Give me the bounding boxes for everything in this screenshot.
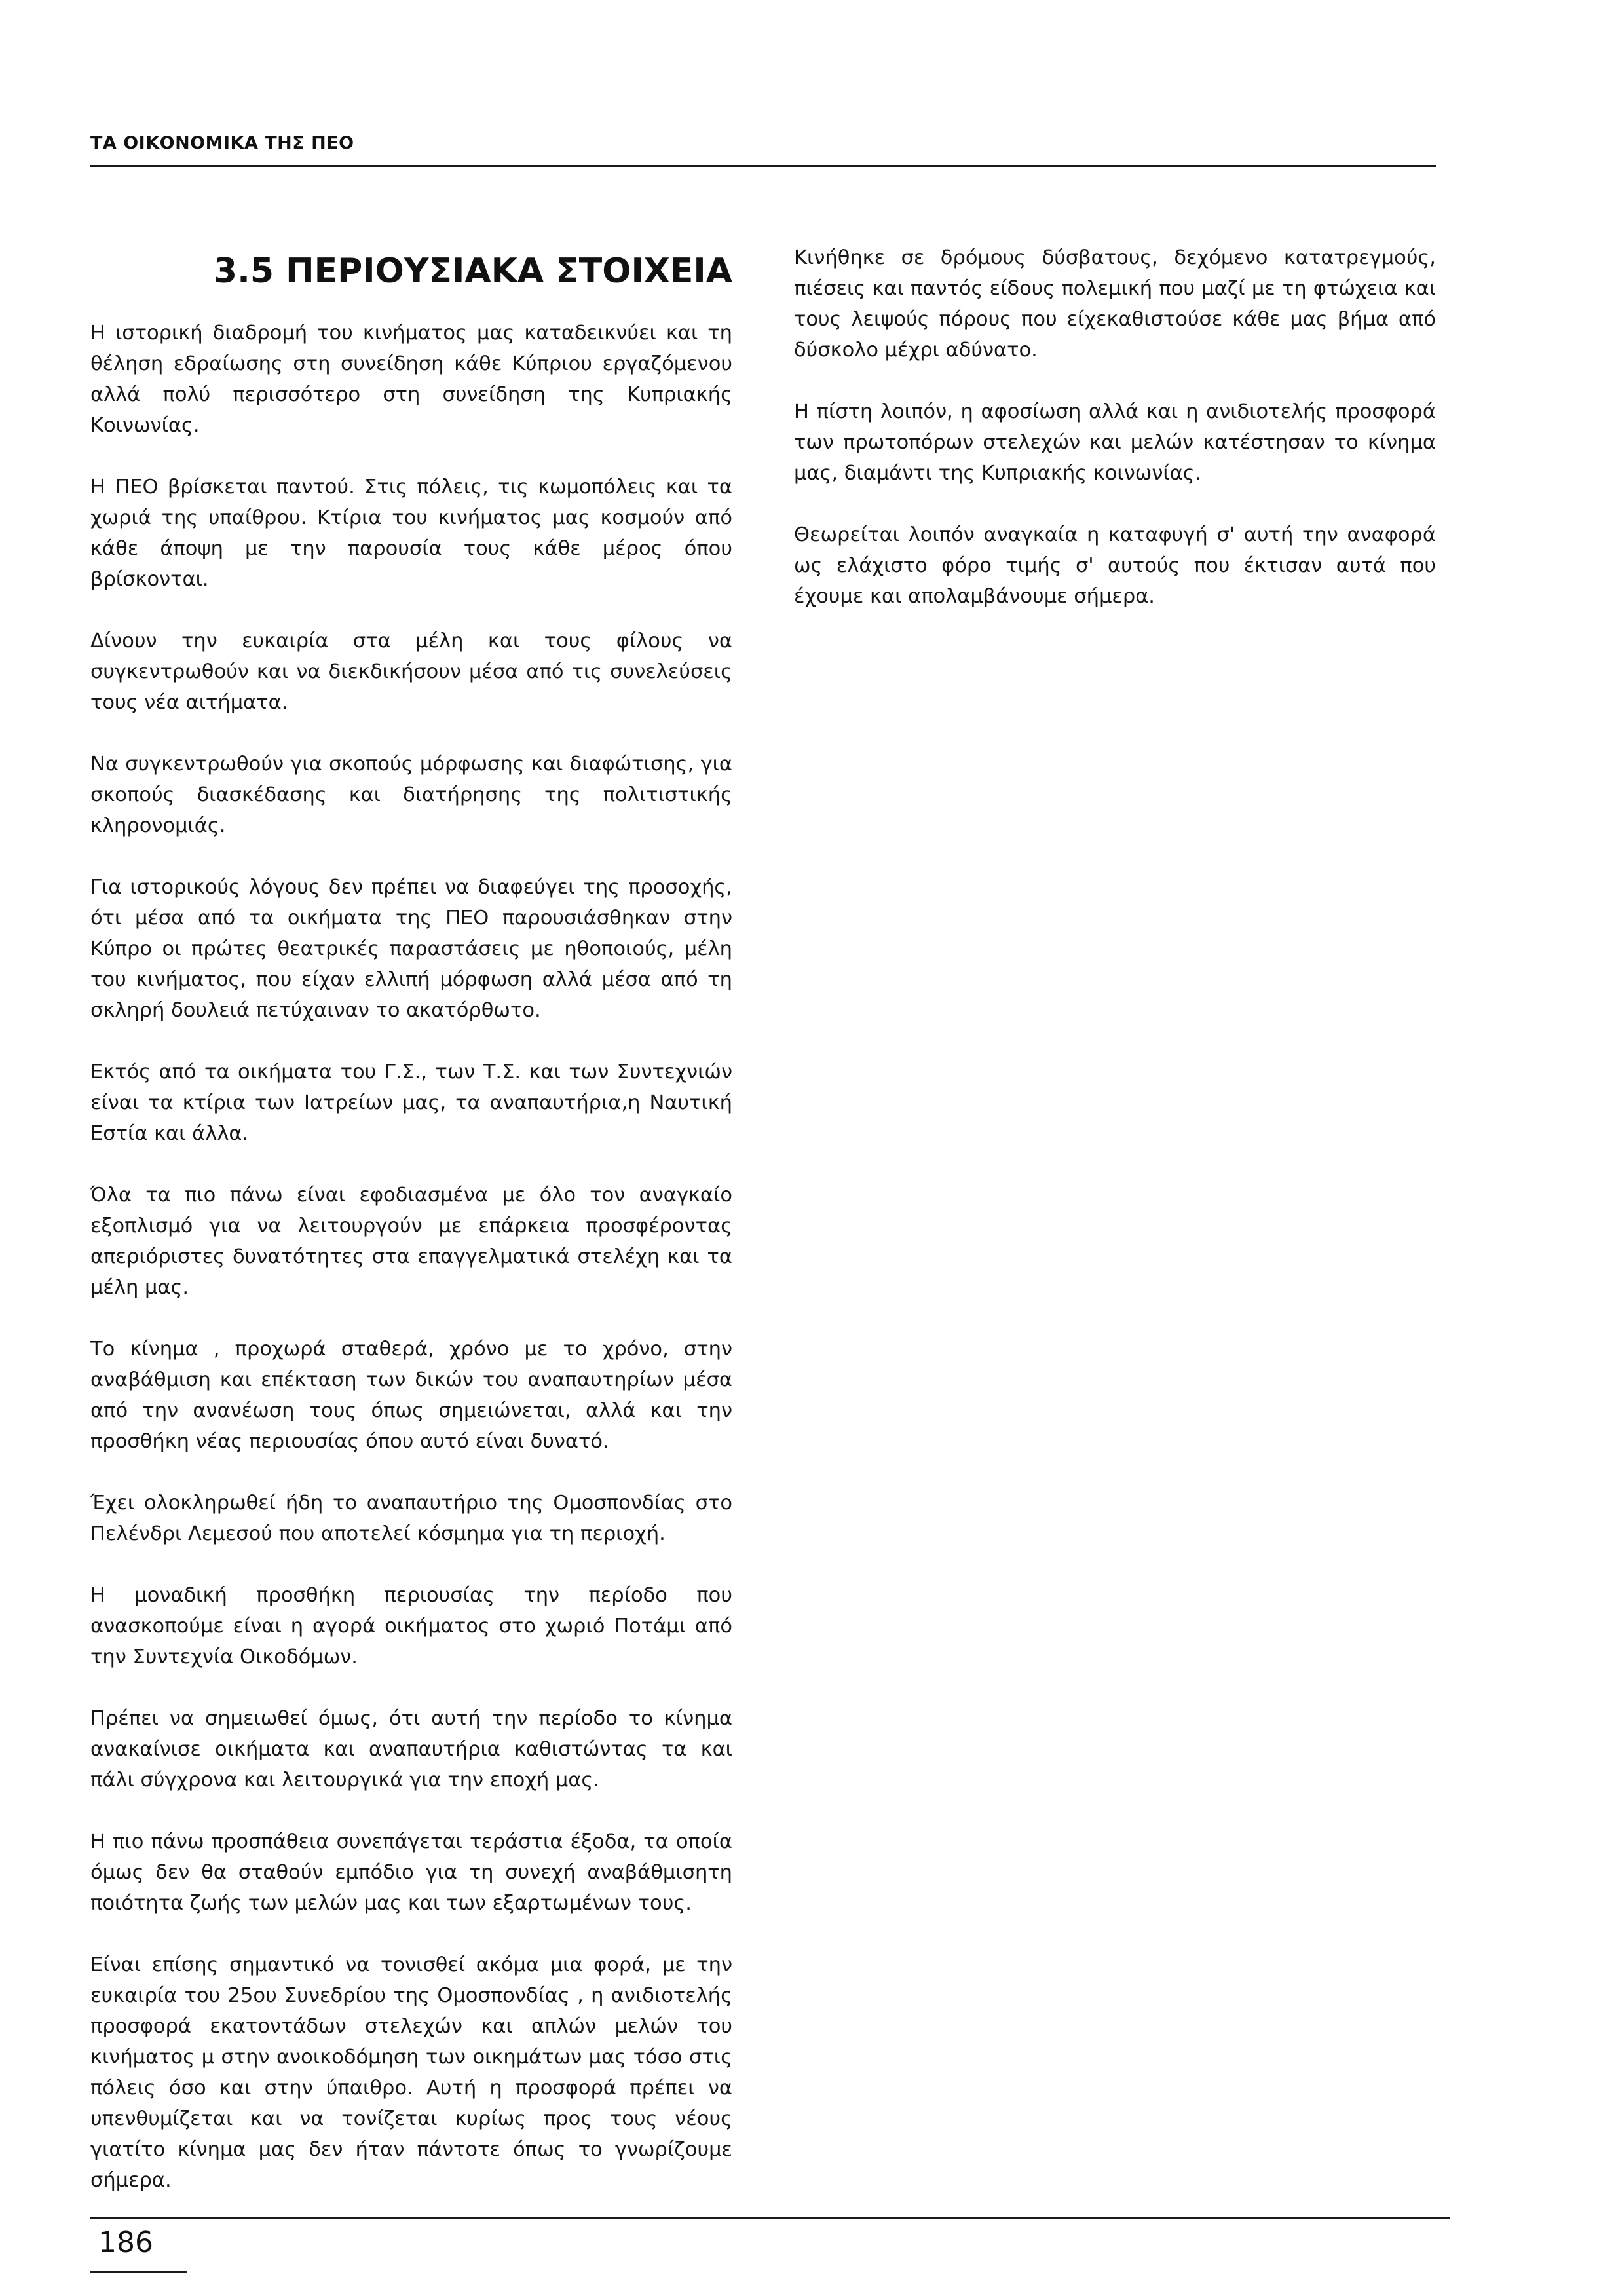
paragraph: Θεωρείται λοιπόν αναγκαία η καταφυγή σ' αυτή την αναφορά ως ελάχιστο φόρο τιμής σ' αυτούς που έκτισαν αυτά που έχουμε και απολαμβάνουμε σήμερα. — [794, 523, 1436, 608]
header-rule — [90, 165, 1436, 167]
paragraph: Είναι επίσης σημαντικό να τονισθεί ακόμα μια φορά, με την ευκαιρία του 25ου Συνεδρίου της Ομοσπονδίας , η ανιδιοτελής προσφορά εκατοντάδων στελεχών και απλών μελών του κινήματος μ στην ανοικοδόμηση των οικημάτων μας τόσο στις πόλεις όσο και στην ύπαιθρο. Αυτή η προσφορά πρέπει να υπενθυμίζεται και να τονίζεται κυρίως προς τους νέους γιατίτο κίνημα μας δεν ήταν πάντοτε όπως το γνωρίζουμε σήμερα. — [90, 1953, 732, 2192]
paragraph: Όλα τα πιο πάνω είναι εφοδιασμένα με όλο τον αναγκαίο εξοπλισμό για να λειτουργούν με επάρκεια προσφέροντας απεριόριστες δυνατότητες στα επαγγελματικά στελέχη και τα μέλη μας. — [90, 1183, 732, 1299]
footer-rule — [90, 2217, 1450, 2219]
paragraph: Η πίστη λοιπόν, η αφοσίωση αλλά και η ανιδιοτελής προσφορά των πρωτοπόρων στελεχών και μελών κατέστησαν το κίνημα μας, διαμάντι της Κυπριακής κοινωνίας. — [794, 400, 1436, 485]
paragraph: Η ιστορική διαδρομή του κινήματος μας καταδεικνύει και τη θέληση εδραίωσης στη συνείδηση κάθε Κύπριου εργαζόμενου αλλά πολύ περισσότερο στη συνείδηση της Κυπριακής Κοινωνίας. — [90, 321, 732, 437]
paragraph: Να συγκεντρωθούν για σκοπούς μόρφωσης και διαφώτισης, για σκοπούς διασκέδασης και διατήρησης της πολιτιστικής κληρονομιάς. — [90, 752, 732, 837]
paragraph: Η μοναδική προσθήκη περιουσίας την περίοδο που ανασκοπούμε είναι η αγορά οικήματος στο χωριό Ποτάμι από την Συντεχνία Οικοδόμων. — [90, 1583, 732, 1668]
paragraph: Το κίνημα , προχωρά σταθερά, χρόνο με το χρόνο, στην αναβάθμιση και επέκταση των δικών του αναπαυτηρίων μέσα από την ανανέωση τους όπως σημειώνεται, αλλά και την προσθήκη νέας περιουσίας όπου αυτό είναι δυνατό. — [90, 1337, 732, 1453]
paragraph: Για ιστορικούς λόγους δεν πρέπει να διαφεύγει της προσοχής, ότι μέσα από τα οικήματα της ΠΕΟ παρουσιάσθηκαν στην Κύπρο οι πρώτες θεατρικές παραστάσεις με ηθοποιούς, μέλη του κινήματος, που είχαν ελλιπή μόρφωση αλλά μέσα από τη σκληρή δουλειά πετύχαιναν το ακατόρθωτο. — [90, 875, 732, 1022]
paragraph: Εκτός από τα οικήματα του Γ.Σ., των Τ.Σ. και των Συντεχνιών είναι τα κτίρια των Ιατρείων μας, τα αναπαυτήρια,η Ναυτική Εστία και άλλα. — [90, 1060, 732, 1145]
running-header: ΤΑ ΟΙΚΟΝΟΜΙΚΑ ΤΗΣ ΠΕΟ — [90, 133, 354, 153]
section-title: 3.5 ΠΕΡΙΟΥΣΙΑΚΑ ΣΤΟΙΧΕΙΑ — [213, 252, 732, 291]
paragraph: Η ΠΕΟ βρίσκεται παντού. Στις πόλεις, τις κωμοπόλεις και τα χωριά της υπαίθρου. Κτίρια του κινήματος μας κοσμούν από κάθε άποψη με την παρουσία τους κάθε μέρος όπου βρίσκονται. — [90, 475, 732, 591]
right-column — [794, 242, 1436, 643]
paragraph: Κινήθηκε σε δρόμους δύσβατους, δεχόμενο κατατρεγμούς, πιέσεις και παντός είδους πολεμική που μαζί με τη φτώχεια και τους λειψούς πόρους που είχεκαθιστούσε κάθε μας βήμα από δύσκολο μέχρι αδύνατο. — [794, 246, 1436, 362]
paragraph: Δίνουν την ευκαιρία στα μέλη και τους φίλους να συγκεντρωθούν και να διεκδικήσουν μέσα από τις συνελεύσεις τους νέα αιτήματα. — [90, 629, 732, 714]
paragraph: Πρέπει να σημειωθεί όμως, ότι αυτή την περίοδο το κίνημα ανακαίνισε οικήματα και αναπαυτήρια καθιστώντας τα και πάλι σύγχρονα και λειτουργικά για την εποχή μας. — [90, 1706, 732, 1792]
paragraph: Η πιο πάνω προσπάθεια συνεπάγεται τεράστια έξοδα, τα οποία όμως δεν θα σταθούν εμπόδιο για τη συνεχή αναβάθμισητη ποιότητα ζωής των μελών μας και των εξαρτωμένων τους. — [90, 1830, 732, 1915]
page-number-rule — [90, 2271, 187, 2273]
paragraph: Έχει ολοκληρωθεί ήδη το αναπαυτήριο της Ομοσπονδίας στο Πελένδρι Λεμεσού που αποτελεί κόσμημα για τη περιοχή. — [90, 1491, 732, 1545]
page-number: 186 — [98, 2226, 153, 2259]
left-column — [90, 242, 732, 2227]
